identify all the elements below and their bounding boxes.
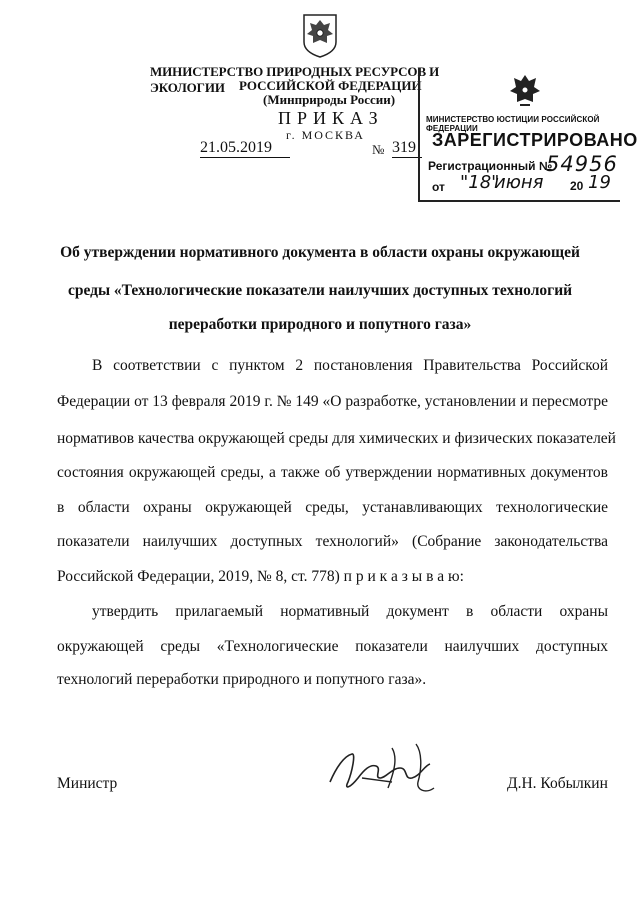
ministry-name: МИНИСТЕРСТВО ПРИРОДНЫХ РЕСУРСОВ И ЭКОЛОГИИ bbox=[150, 64, 440, 95]
document-title-line: Об утверждении нормативного документа в области охраны окружающей bbox=[60, 244, 580, 261]
body-line: утвердить прилагаемый нормативный документ в области охраны bbox=[92, 603, 608, 620]
stamp-registration-label: Регистрационный № bbox=[428, 159, 553, 173]
body-line: Российской Федерации, 2019, № 8, ст. 778) п р и к а з ы в а ю: bbox=[57, 568, 464, 585]
coat-of-arms-icon bbox=[300, 12, 340, 58]
body-line: нормативов качества окружающей среды для химических и физических показателей bbox=[57, 430, 616, 447]
body-line: окружающей среды «Технологические показатели наилучших доступных bbox=[57, 638, 608, 655]
body-line: в области охраны окружающей среды, устанавливающих технологические bbox=[57, 499, 608, 516]
order-date: 21.05.2019 bbox=[200, 139, 290, 158]
stamp-coat-of-arms-icon bbox=[508, 72, 542, 112]
stamp-date-day: "18" bbox=[460, 172, 500, 193]
document-title-line: среды «Технологические показатели наилучших доступных технологий bbox=[67, 282, 573, 299]
order-city: г. МОСКВА bbox=[286, 128, 365, 142]
stamp-date-year-printed: 20 bbox=[570, 179, 584, 193]
signer-name: Д.Н. Кобылкин bbox=[507, 775, 608, 792]
body-line: В соответствии с пунктом 2 постановления Правительства Российской bbox=[92, 357, 608, 374]
handwritten-signature-icon bbox=[322, 738, 440, 802]
body-line: показатели наилучших доступных технологий» (Собрание законодательства bbox=[57, 533, 608, 550]
order-number-sign: № bbox=[372, 142, 385, 157]
body-line: состояния окружающей среды, а также об утверждении нормативных документов bbox=[57, 464, 608, 481]
order-title: ПРИКАЗ bbox=[278, 108, 384, 128]
stamp-registered: ЗАРЕГИСТРИРОВАНО bbox=[432, 130, 638, 150]
stamp-date-prefix: от bbox=[432, 180, 445, 194]
stamp-ministry: МИНИСТЕРСТВО ЮСТИЦИИ РОССИЙСКОЙ ФЕДЕРАЦИИ bbox=[426, 115, 600, 133]
stamp-date-year-handwritten: 19 bbox=[588, 172, 611, 193]
stamp-registration-number: 54956 bbox=[546, 152, 618, 176]
registration-stamp bbox=[418, 68, 638, 202]
ministry-short-name: (Минприроды России) bbox=[263, 92, 396, 107]
signer-role: Министр bbox=[57, 775, 118, 792]
order-number: 319 bbox=[392, 139, 422, 158]
document-title-line: переработки природного и попутного газа» bbox=[168, 316, 472, 333]
stamp-date-month: июня bbox=[494, 172, 544, 193]
body-line: Федерации от 13 февраля 2019 г. № 149 «О разработке, установлении и пересмотре bbox=[57, 393, 608, 410]
body-line: технологий переработки природного и попутного газа». bbox=[57, 671, 427, 688]
ministry-country: РОССИЙСКОЙ ФЕДЕРАЦИИ bbox=[239, 78, 422, 93]
